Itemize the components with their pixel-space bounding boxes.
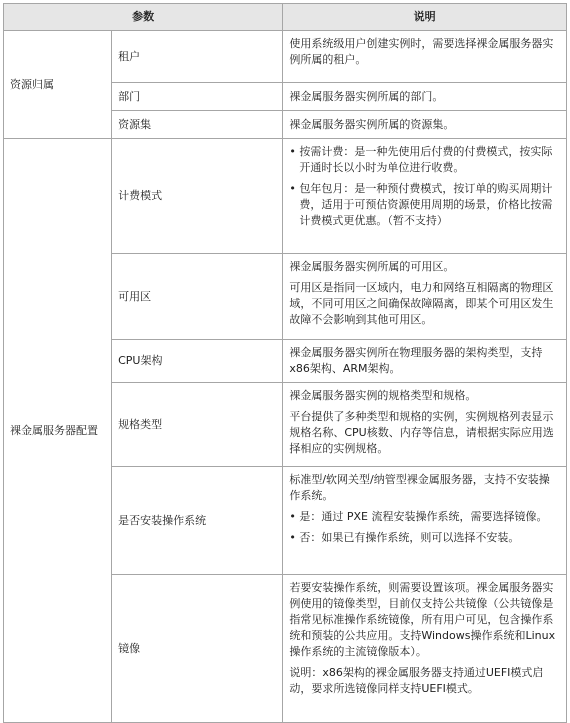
param-desc: 裸金属服务器实例所属的资源集。 <box>283 111 567 139</box>
paragraph: 裸金属服务器实例的规格类型和规格。 <box>289 389 477 402</box>
param-name: 镜像 <box>112 575 283 723</box>
paragraph: 可用区是指同一区域内，电力和网络互相隔离的物理区域，不同可用区之间确保故障隔离，即某个可用区发生故障不会影响到其他可用区。 <box>289 281 554 326</box>
param-desc: 使用系统级用户创建实例时，需要选择裸金属服务器实例所属的租户。 <box>283 31 567 83</box>
table-row <box>4 139 567 254</box>
paragraph: 裸金属服务器实例所属的可用区。 <box>289 260 455 273</box>
param-desc: 裸金属服务器实例所属的部门。 <box>283 83 567 111</box>
note-paragraph: 说明：x86架构的裸金属服务器支持通过UEFI模式启动，要求所选镜像同样支持UEFI模式。 <box>289 666 544 695</box>
list-item: • 按需计费：是一种先使用后付费的付费模式，按实际开通时长以小时为单位进行收费。 <box>289 144 560 176</box>
param-name: 是否安装操作系统 <box>112 467 283 575</box>
list-item: • 是：通过 PXE 流程安装操作系统，需要选择镜像。 <box>289 509 560 525</box>
table-row <box>4 31 567 83</box>
table-header-row <box>4 4 567 31</box>
header-desc: 说明 <box>283 4 567 31</box>
header-param: 参数 <box>4 4 283 31</box>
paragraph: 若要安装操作系统，则需要设置该项。裸金属服务器实例使用的镜像类型，目前仅支持公共镜像（公共镜像是指常见标准操作系统镜像，所有用户可见，包含操作系统和预装的公共应用。支持Windows操作系统和Linux操作系统的主流镜像版本）。 <box>289 581 556 658</box>
param-name: 资源集 <box>112 111 283 139</box>
param-desc <box>283 254 567 340</box>
param-name: CPU架构 <box>112 340 283 383</box>
param-desc <box>283 139 567 254</box>
group-label-config: 裸金属服务器配置 <box>4 139 112 723</box>
parameter-table <box>3 3 567 723</box>
list-item: • 包年包月：是一种预付费模式，按订单的购买周期计费，适用于可预估资源使用周期的场景，价格比按需计费模式更优惠。（暂不支持） <box>289 181 560 229</box>
param-name: 可用区 <box>112 254 283 340</box>
paragraph: 平台提供了多种类型和规格的实例，实例规格列表显示规格名称、CPU核数、内存等信息，请根据实际应用选择相应的实例规格。 <box>289 410 554 455</box>
param-desc <box>283 467 567 575</box>
param-desc: 裸金属服务器实例所在物理服务器的架构类型，支持x86架构、ARM架构。 <box>283 340 567 383</box>
param-name: 部门 <box>112 83 283 111</box>
group-label-resource: 资源归属 <box>4 31 112 139</box>
param-name: 规格类型 <box>112 383 283 467</box>
param-name: 计费模式 <box>112 139 283 254</box>
list-item: • 否：如果已有操作系统，则可以选择不安装。 <box>289 530 560 546</box>
param-desc <box>283 383 567 467</box>
param-desc <box>283 575 567 723</box>
paragraph: 标准型/软网关型/纳管型裸金属服务器，支持不安装操作系统。 <box>289 473 550 502</box>
param-name: 租户 <box>112 31 283 83</box>
